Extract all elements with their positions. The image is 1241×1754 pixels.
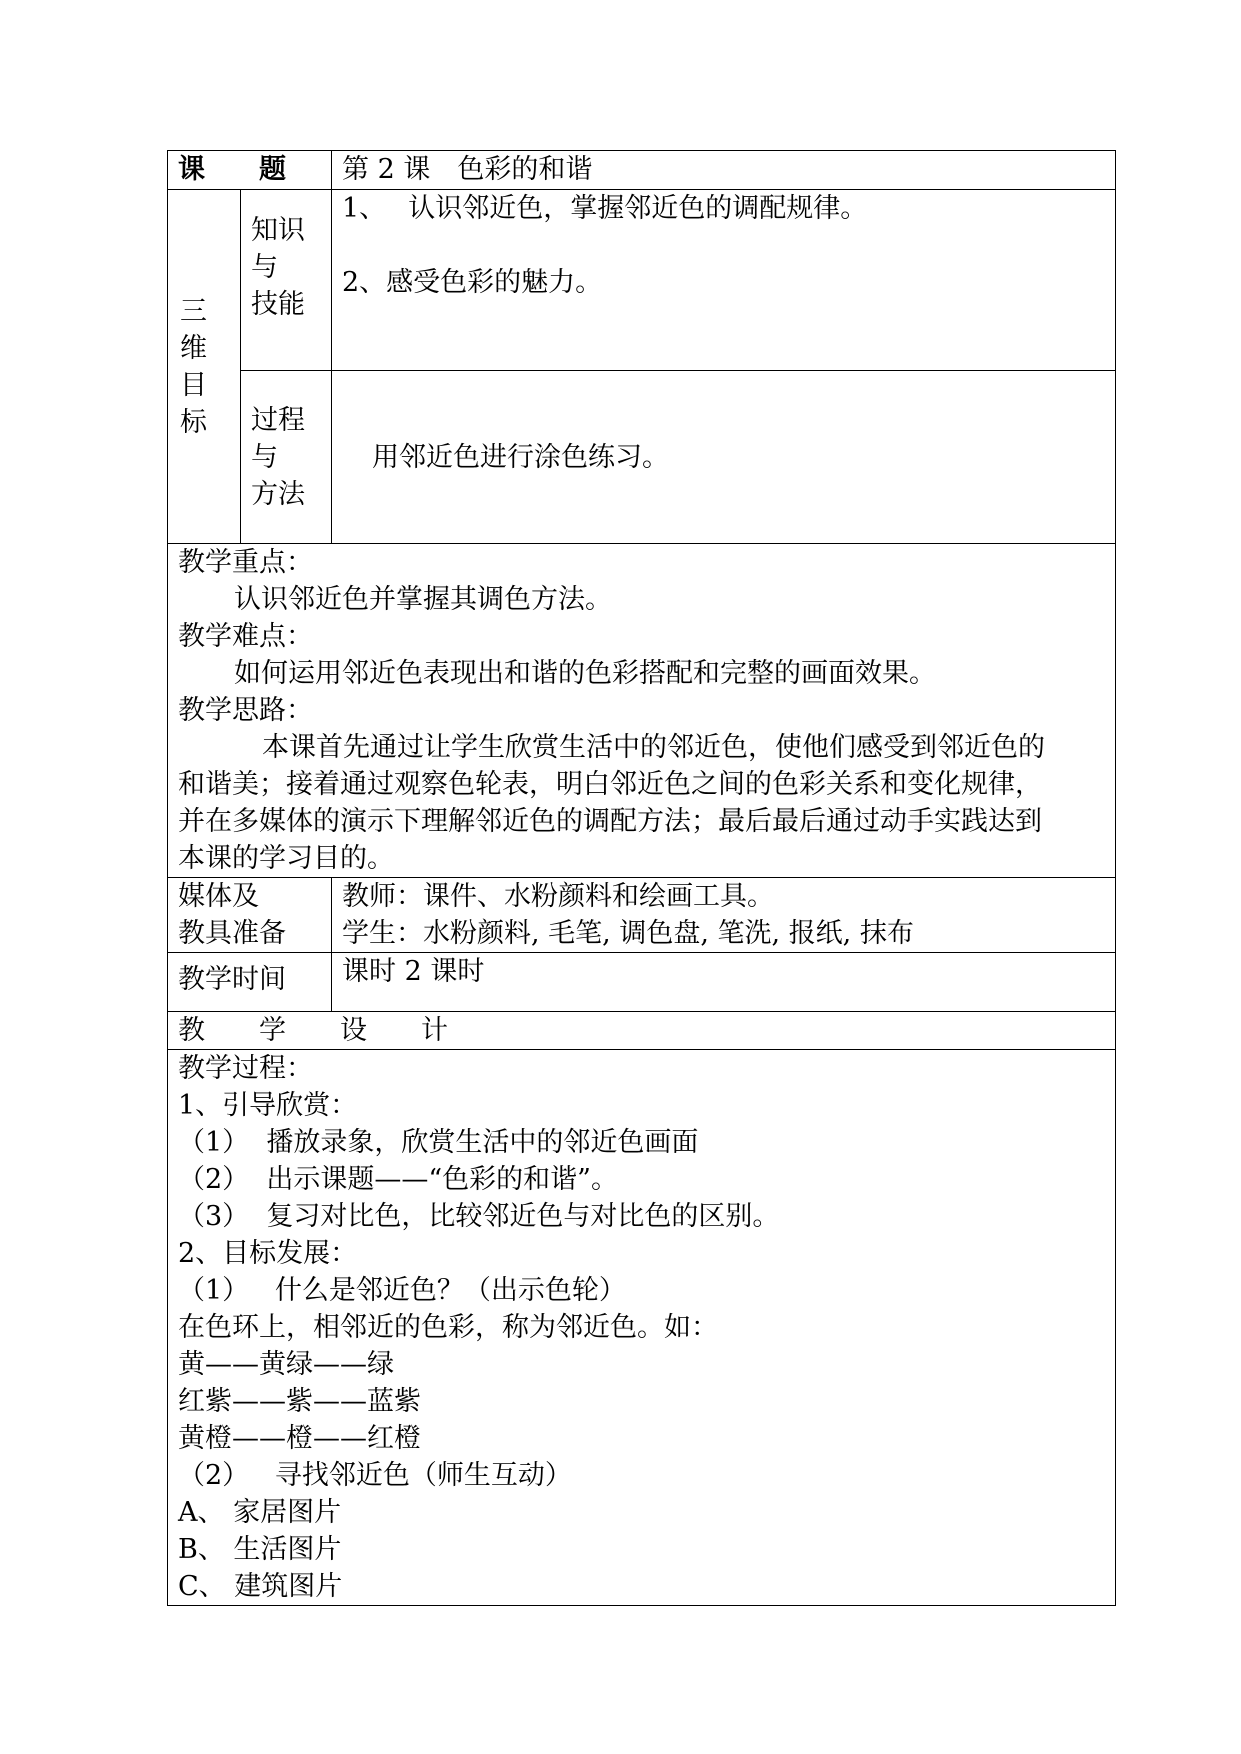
key-point-text: 认识邻近色并掌握其调色方法。 bbox=[234, 584, 612, 615]
lesson-row bbox=[168, 151, 1116, 190]
media-row bbox=[168, 878, 1116, 953]
media-label-line-1: 媒体及 bbox=[178, 881, 259, 912]
process-line-3: （1） 播放录象，欣赏生活中的邻近色画面 bbox=[178, 1127, 699, 1158]
teaching-process bbox=[168, 1050, 1116, 1606]
goals-label-char-2: 维 bbox=[180, 332, 207, 364]
time-value: 课时 2 课时 bbox=[332, 953, 1116, 1012]
lesson-plan-table bbox=[167, 150, 1116, 1606]
process-line-7: （1） 什么是邻近色？（出示色轮） bbox=[178, 1275, 626, 1306]
knowledge-content bbox=[332, 190, 1116, 371]
knowledge-label-line-1: 知识 bbox=[251, 215, 305, 246]
knowledge-label-line-3: 技能 bbox=[251, 289, 305, 320]
key-point-label: 教学重点： bbox=[178, 547, 313, 578]
process-line-12: （2） 寻找邻近色（师生互动） bbox=[178, 1460, 572, 1491]
process-line-4: （2） 出示课题——“色彩的和谐”。 bbox=[178, 1164, 618, 1195]
process-line-1: 教学过程： bbox=[178, 1053, 313, 1084]
three-dim-goals-label bbox=[168, 190, 241, 544]
teaching-idea-line-4: 本课的学习目的。 bbox=[178, 843, 394, 874]
lesson-label: 课 题 bbox=[168, 151, 332, 190]
media-content bbox=[332, 878, 1116, 953]
design-row bbox=[168, 1012, 1116, 1050]
lesson-value: 第 2 课 色彩的和谐 bbox=[332, 151, 1116, 190]
process-line-2: 1、引导欣赏： bbox=[178, 1090, 358, 1121]
process-label-line-3: 方法 bbox=[251, 478, 305, 510]
time-row bbox=[168, 953, 1116, 1012]
knowledge-label-line-2: 与 bbox=[251, 252, 278, 283]
teaching-process-row bbox=[168, 1050, 1116, 1606]
process-line-13: A、 家居图片 bbox=[178, 1497, 342, 1528]
design-label: 教 学 设 计 bbox=[168, 1012, 1116, 1050]
process-label-line-2: 与 bbox=[251, 441, 278, 473]
teaching-idea-line-3: 并在多媒体的演示下理解邻近色的调配方法；最后最后通过动手实践达到 bbox=[178, 806, 1042, 837]
teaching-notes-row bbox=[168, 544, 1116, 878]
goals-label-char-3: 目 bbox=[180, 369, 207, 401]
teaching-notes bbox=[168, 544, 1116, 878]
process-method-label bbox=[241, 371, 332, 544]
teaching-idea-label: 教学思路： bbox=[178, 695, 313, 726]
time-label: 教学时间 bbox=[168, 953, 332, 1012]
process-method-row bbox=[168, 371, 1116, 544]
media-label bbox=[168, 878, 332, 953]
process-label-line-1: 过程 bbox=[251, 404, 305, 436]
difficulty-label: 教学难点： bbox=[178, 621, 313, 652]
media-teacher: 教师：课件、水粉颜料和绘画工具。 bbox=[342, 881, 774, 912]
teaching-idea-line-2: 和谐美；接着通过观察色轮表，明白邻近色之间的色彩关系和变化规律， bbox=[178, 769, 1042, 800]
process-line-8: 在色环上，相邻近的色彩，称为邻近色。如： bbox=[178, 1312, 718, 1343]
knowledge-row bbox=[168, 190, 1116, 371]
process-method-content: 用邻近色进行涂色练习。 bbox=[332, 371, 1116, 544]
process-line-10: 红紫——紫——蓝紫 bbox=[178, 1386, 421, 1417]
process-line-15: C、 建筑图片 bbox=[178, 1571, 343, 1602]
lesson-plan-document bbox=[167, 150, 1116, 1606]
knowledge-gap bbox=[342, 227, 1105, 264]
process-line-11: 黄橙——橙——红橙 bbox=[178, 1423, 421, 1454]
knowledge-item-1: 1、 认识邻近色，掌握邻近色的调配规律。 bbox=[342, 193, 868, 224]
teaching-idea-line-1: 本课首先通过让学生欣赏生活中的邻近色，使他们感受到邻近色的 bbox=[262, 732, 1045, 763]
process-line-5: （3） 复习对比色，比较邻近色与对比色的区别。 bbox=[178, 1201, 780, 1232]
process-line-6: 2、目标发展： bbox=[178, 1238, 358, 1269]
process-line-9: 黄——黄绿——绿 bbox=[178, 1349, 394, 1380]
difficulty-text: 如何运用邻近色表现出和谐的色彩搭配和完整的画面效果。 bbox=[234, 658, 936, 689]
media-label-line-2: 教具准备 bbox=[178, 918, 286, 949]
goals-label-char-1: 三 bbox=[180, 295, 207, 327]
knowledge-item-2: 2、感受色彩的魅力。 bbox=[342, 267, 603, 298]
media-student: 学生：水粉颜料, 毛笔, 调色盘, 笔洗, 报纸, 抹布 bbox=[342, 918, 914, 949]
process-line-14: B、 生活图片 bbox=[178, 1534, 342, 1565]
goals-label-char-4: 标 bbox=[180, 406, 207, 438]
knowledge-label bbox=[241, 190, 332, 371]
